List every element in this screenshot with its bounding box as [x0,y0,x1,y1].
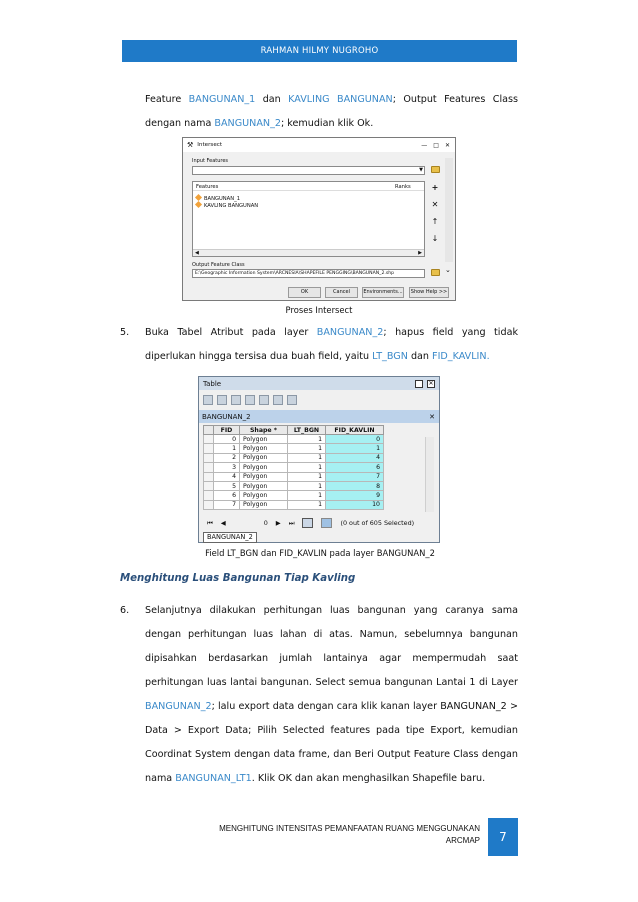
highlight-bangunan-2: BANGUNAN_2 [316,327,384,338]
move-up-icon[interactable]: ↑ [431,217,439,226]
row-selector[interactable] [204,472,214,481]
caption-intersect: Proses Intersect [285,305,353,315]
column-header[interactable]: FID [214,426,240,435]
scroll-left-icon[interactable]: ◀ [195,250,199,256]
hammer-icon: ⚒ [187,141,194,149]
table-cell: 7 [214,500,240,509]
table-row[interactable] [204,444,384,453]
scroll-right-icon[interactable]: ▶ [418,250,422,256]
highlight-bangunan-1: BANGUNAN_1 [188,94,256,105]
author-name: RAHMAN HILMY NUGROHO [260,46,379,56]
browse-folder-icon[interactable] [429,165,441,177]
row-selector[interactable] [204,453,214,462]
table-layer-header [199,410,439,423]
row-selector[interactable] [204,491,214,500]
features-list[interactable] [192,181,425,257]
environments-button[interactable]: Environments... [362,287,404,298]
table-cell: 4 [326,453,384,462]
dialog-titlebar [183,138,455,152]
table-cell: 0 [214,435,240,444]
remove-icon[interactable]: ✕ [431,200,439,209]
move-down-icon[interactable]: ↓ [431,234,439,243]
table-cell: 0 [326,435,384,444]
table-cell: 1 [288,491,326,500]
switch-selection-icon[interactable] [245,395,255,405]
previous-record-icon[interactable]: ◀ [220,519,226,527]
zoom-to-selected-icon[interactable] [273,395,283,405]
table-cell: 1 [288,453,326,462]
last-record-icon[interactable]: ⏭ [288,518,295,527]
clear-selection-icon[interactable] [259,395,269,405]
show-selected-records-icon[interactable] [321,518,332,528]
table-cell: 1 [288,435,326,444]
related-tables-icon[interactable] [217,395,227,405]
output-feature-class-label: Output Feature Class [192,262,245,268]
highlight-bangunan-lt1: BANGUNAN_LT1 [175,773,252,784]
close-icon[interactable]: ✕ [429,412,435,421]
table-cell: 1 [288,463,326,472]
section-title: Menghitung Luas Bangunan Tiap Kavling [120,573,356,584]
table-cell: 8 [326,481,384,490]
feature-layer-icon [195,201,202,208]
row-selector[interactable] [204,435,214,444]
table-layer-name: BANGUNAN_2 [202,412,251,421]
cancel-button[interactable]: Cancel [325,287,358,298]
table-cell: 1 [288,500,326,509]
table-titlebar [199,377,439,390]
chevron-down-icon[interactable]: ⌄ [445,266,451,274]
table-cell: Polygon [240,481,288,490]
table-options-icon[interactable] [203,395,213,405]
browse-folder-icon[interactable] [429,268,441,280]
table-row[interactable] [204,472,384,481]
table-tab[interactable]: BANGUNAN_2 [203,532,257,543]
table-cell: Polygon [240,491,288,500]
input-features-combo[interactable] [192,166,425,175]
table-row[interactable] [204,481,384,490]
column-header[interactable]: Shape * [240,426,288,435]
column-header[interactable]: FID_KAVLIN [326,426,384,435]
table-toolbar [199,390,439,410]
intro-paragraph: Feature BANGUNAN_1 dan KAVLING BANGUNAN; Output Features Class dengan nama BANGUNAN_2; kemudian klik Ok. [145,94,518,129]
table-row[interactable] [204,453,384,462]
horizontal-scrollbar[interactable] [193,249,424,256]
restore-icon[interactable] [415,380,423,388]
table-cell: Polygon [240,435,288,444]
table-cell: 2 [214,453,240,462]
output-feature-class-input[interactable]: E:\Geographic Information System\ARCNESIA\SHAPEFILE PENGGING\BANGUNAN_2.shp [192,269,425,278]
table-cell: Polygon [240,453,288,462]
column-header[interactable]: LT_BGN [288,426,326,435]
table-cell: Polygon [240,444,288,453]
highlight-bangunan-2: BANGUNAN_2 [145,701,212,712]
select-by-attributes-icon[interactable] [231,395,241,405]
dialog-vertical-scrollbar[interactable] [445,158,453,262]
table-cell: 1 [288,444,326,453]
step6-paragraph: Selanjutnya dilakukan perhitungan luas bangunan yang caranya sama dengan perhitungan luas lahan di atas. Namun, sebelumnya bangunan dipisahkan berdasarkan jumlah lantainya agar mempermudah saat perhitungan luas lantai bangunan. Select semua bangunan Lantai 1 di Layer BANGUNAN_2; lalu export data dengan cara klik kanan layer BANGUNAN_2 > Data > Export Data; Pilih Selected features pada tipe Export, kemudian Coordinat System dengan data frame, dan Beri Output Feature Class dengan nama BANGUNAN_LT1. Klik OK dan akan menghasilkan Shapefile baru. [145,605,518,784]
show-all-records-icon[interactable] [302,518,313,528]
show-help-button[interactable]: Show Help >> [409,287,449,298]
delete-selected-icon[interactable] [287,395,297,405]
table-cell: Polygon [240,500,288,509]
highlight-fid-kavlin: FID_KAVLIN. [432,351,490,362]
highlight-lt-bgn: LT_BGN [372,351,408,362]
step-number: 5. [120,327,130,338]
attribute-table-window [198,376,440,543]
ranks-column-header: Ranks [395,184,411,190]
attribute-table [203,425,384,510]
table-cell: 5 [214,481,240,490]
dialog-title: Intersect [197,142,223,148]
close-icon[interactable]: ✕ [444,141,450,149]
table-row[interactable] [204,463,384,472]
table-cell: 3 [214,463,240,472]
page-header [122,40,517,62]
next-record-icon[interactable]: ▶ [275,519,281,527]
highlight-kavling-bangunan: KAVLING BANGUNAN [288,94,393,105]
table-cell: 1 [288,472,326,481]
footer-title: MENGHITUNG INTENSITAS PEMANFAATAN RUANG MENGGUNAKAN ARCMAP [219,824,480,845]
table-cell: 6 [214,491,240,500]
page-number: 7 [488,818,518,856]
first-record-icon[interactable]: ⏮ [207,518,213,527]
selection-status: (0 out of 605 Selected) [340,519,415,527]
maximize-icon[interactable]: □ [433,141,439,149]
table-cell: 6 [326,463,384,472]
table-cell: Polygon [240,463,288,472]
row-selector[interactable] [204,444,214,453]
chevron-down-icon[interactable]: ▼ [419,167,423,173]
list-item[interactable]: KAVLING BANGUNAN [196,202,258,209]
table-cell: Polygon [240,472,288,481]
minimize-icon[interactable]: — [421,141,428,149]
features-column-header: Features [196,184,219,190]
table-row[interactable] [204,500,384,509]
table-cell: 1 [326,444,384,453]
table-cell: 1 [214,444,240,453]
step5-paragraph: Buka Tabel Atribut pada layer BANGUNAN_2; hapus field yang tidak diperlukan hingga tersisa dua buah field, yaitu LT_BGN dan FID_KAVLIN. [145,327,519,362]
table-cell: 1 [288,481,326,490]
caption-table: Field LT_BGN dan FID_KAVLIN pada layer BANGUNAN_2 [205,548,435,558]
table-cell: 9 [326,491,384,500]
row-selector[interactable] [204,500,214,509]
table-row[interactable] [204,491,384,500]
table-title: Table [203,379,222,388]
add-icon[interactable]: + [431,183,439,192]
list-item[interactable]: BANGUNAN_1 [196,195,240,202]
ok-button[interactable]: OK [288,287,321,298]
table-vertical-scrollbar[interactable] [425,437,434,512]
table-row[interactable] [204,435,384,444]
step-number: 6. [120,605,130,616]
close-icon[interactable]: ✕ [428,379,434,387]
record-navigation [203,516,436,530]
table-cell: 10 [326,500,384,509]
current-record[interactable]: 0 [263,519,268,527]
row-selector[interactable] [204,481,214,490]
table-cell: 4 [214,472,240,481]
input-features-label: Input Features [192,158,229,164]
highlight-bangunan-2: BANGUNAN_2 [214,118,282,129]
intersect-dialog [182,137,456,301]
row-selector-header [204,426,214,435]
table-cell: 7 [326,472,384,481]
row-selector[interactable] [204,463,214,472]
